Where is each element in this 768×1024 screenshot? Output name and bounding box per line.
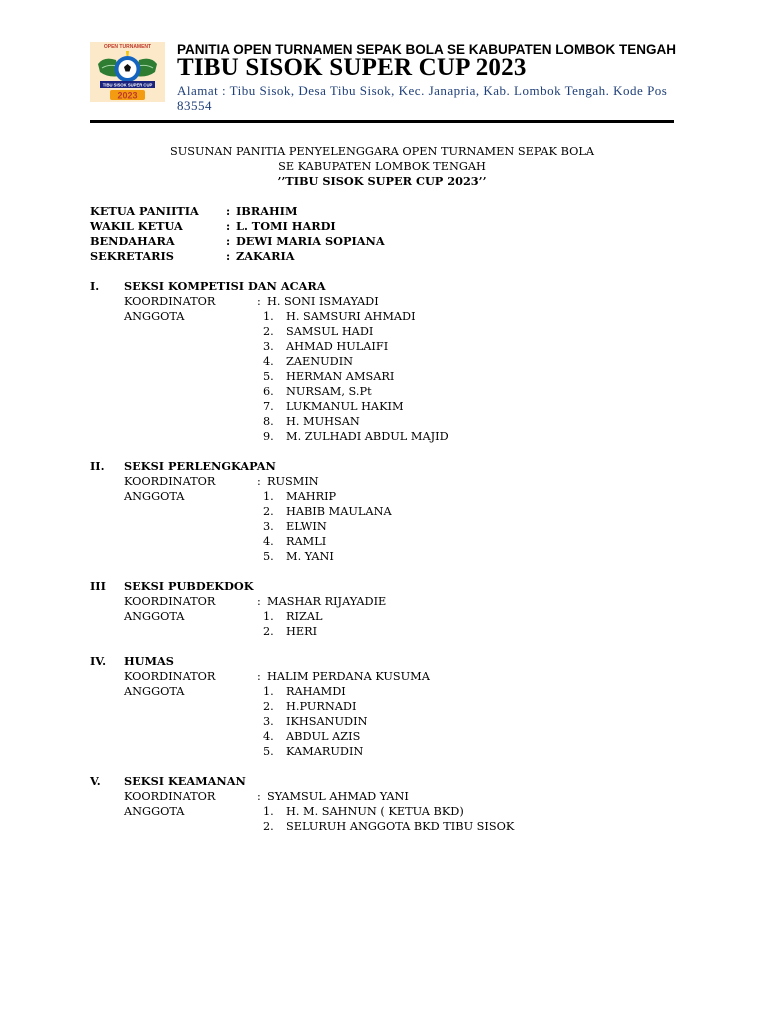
section-number: III <box>90 579 106 593</box>
koordinator-label: KOORDINATOR <box>124 790 216 803</box>
section-number: I. <box>90 279 100 293</box>
member-number: 3. <box>263 715 274 728</box>
member-number: 1. <box>263 310 274 323</box>
member-number: 1. <box>263 805 274 818</box>
section-title: SEKSI PERLENGKAPAN <box>124 459 276 473</box>
section-number: II. <box>90 459 105 473</box>
member-name: RIZAL <box>286 610 323 623</box>
member-name: AHMAD HULAIFI <box>286 340 389 353</box>
member-name: H.PURNADI <box>286 700 357 713</box>
core-colon: : <box>226 204 231 218</box>
member-name: RAMLI <box>286 535 327 548</box>
member-number: 1. <box>263 610 274 623</box>
member-number: 2. <box>263 325 274 338</box>
member-name: HERI <box>286 625 318 638</box>
address: Alamat : Tibu Sisok, Desa Tibu Sisok, Kec. Janapria, Kab. Lombok Tengah. Kode Pos 83554 <box>177 83 668 113</box>
koordinator-name: RUSMIN <box>267 475 319 488</box>
event-title: TIBU SISOK SUPER CUP 2023 <box>177 54 527 81</box>
koordinator-label: KOORDINATOR <box>124 475 216 488</box>
koordinator-colon: : <box>257 595 261 608</box>
member-number: 2. <box>263 625 274 638</box>
logo-top-text: OPEN TURNAMENT <box>103 44 152 50</box>
tournament-logo <box>90 42 165 102</box>
logo-year: 2023 <box>117 90 138 101</box>
member-number: 3. <box>263 520 274 533</box>
member-number: 2. <box>263 700 274 713</box>
member-name: IKHSANUDIN <box>286 715 368 728</box>
member-number: 1. <box>263 490 274 503</box>
member-name: ZAENUDIN <box>286 355 354 368</box>
member-name: KAMARUDIN <box>286 745 364 758</box>
koordinator-label: KOORDINATOR <box>124 295 216 308</box>
member-name: M. YANI <box>286 550 334 563</box>
core-colon: : <box>226 249 231 263</box>
member-name: H. M. SAHNUN ( KETUA BKD) <box>286 805 464 818</box>
section-number: IV. <box>90 654 107 668</box>
member-number: 9. <box>263 430 274 443</box>
doc-title-line-2: SE KABUPATEN LOMBOK TENGAH <box>278 160 486 173</box>
anggota-label: ANGGOTA <box>124 805 185 818</box>
doc-title-line-1: SUSUNAN PANITIA PENYELENGGARA OPEN TURNAMEN SEPAK BOLA <box>169 145 595 158</box>
core-role: SEKRETARIS <box>90 249 174 263</box>
core-name: DEWI MARIA SOPIANA <box>236 234 385 248</box>
member-name: HERMAN AMSARI <box>286 370 395 383</box>
member-name: ELWIN <box>286 520 327 533</box>
anggota-label: ANGGOTA <box>124 310 185 323</box>
koordinator-colon: : <box>257 670 261 683</box>
core-role: BENDAHARA <box>90 234 175 248</box>
member-number: 2. <box>263 505 274 518</box>
member-number: 2. <box>263 820 274 833</box>
koordinator-name: MASHAR RIJAYADIE <box>267 595 387 608</box>
koordinator-colon: : <box>257 295 261 308</box>
member-number: 4. <box>263 730 274 743</box>
section-title: SEKSI PUBDEKDOK <box>124 579 254 593</box>
core-name: ZAKARIA <box>236 249 295 263</box>
section-title: SEKSI KEAMANAN <box>124 774 246 788</box>
koordinator-label: KOORDINATOR <box>124 595 216 608</box>
header-divider <box>90 120 674 123</box>
member-name: LUKMANUL HAKIM <box>286 400 404 413</box>
core-name: L. TOMI HARDI <box>236 219 336 233</box>
member-number: 5. <box>263 370 274 383</box>
member-name: NURSAM, S.Pt <box>286 385 372 398</box>
section-title: HUMAS <box>124 654 174 668</box>
koordinator-label: KOORDINATOR <box>124 670 216 683</box>
core-role: WAKIL KETUA <box>90 219 183 233</box>
logo-banner-text: TIBU SISOK SUPER CUP <box>102 82 153 88</box>
committee-header: PANITIA OPEN TURNAMEN SEPAK BOLA SE KABUPATEN LOMBOK TENGAH <box>177 42 677 57</box>
koordinator-name: HALIM PERDANA KUSUMA <box>267 670 430 683</box>
member-number: 1. <box>263 685 274 698</box>
member-number: 5. <box>263 745 274 758</box>
koordinator-name: SYAMSUL AHMAD YANI <box>267 790 409 803</box>
koordinator-colon: : <box>257 790 261 803</box>
member-name: M. ZULHADI ABDUL MAJID <box>286 430 449 443</box>
member-number: 4. <box>263 535 274 548</box>
core-colon: : <box>226 234 231 248</box>
koordinator-colon: : <box>257 475 261 488</box>
member-name: ABDUL AZIS <box>286 730 361 743</box>
member-number: 5. <box>263 550 274 563</box>
member-name: H. MUHSAN <box>286 415 360 428</box>
member-name: RAHAMDI <box>286 685 346 698</box>
section-number: V. <box>90 774 101 788</box>
doc-title-line-3: ’’TIBU SISOK SUPER CUP 2023’’ <box>277 174 487 188</box>
section-title: SEKSI KOMPETISI DAN ACARA <box>124 279 326 293</box>
member-number: 6. <box>263 385 274 398</box>
core-colon: : <box>226 219 231 233</box>
core-name: IBRAHIM <box>236 204 298 218</box>
member-name: MAHRIP <box>286 490 337 503</box>
anggota-label: ANGGOTA <box>124 610 185 623</box>
anggota-label: ANGGOTA <box>124 490 185 503</box>
member-name: SAMSUL HADI <box>286 325 374 338</box>
member-name: SELURUH ANGGOTA BKD TIBU SISOK <box>286 820 515 833</box>
core-role: KETUA PANIITIA <box>90 204 199 218</box>
koordinator-name: H. SONI ISMAYADI <box>267 295 379 308</box>
member-number: 8. <box>263 415 274 428</box>
member-number: 7. <box>263 400 274 413</box>
member-number: 3. <box>263 340 274 353</box>
anggota-label: ANGGOTA <box>124 685 185 698</box>
logo-emblem-icon <box>90 42 165 102</box>
member-name: H. SAMSURI AHMADI <box>286 310 416 323</box>
member-number: 4. <box>263 355 274 368</box>
member-name: HABIB MAULANA <box>286 505 392 518</box>
